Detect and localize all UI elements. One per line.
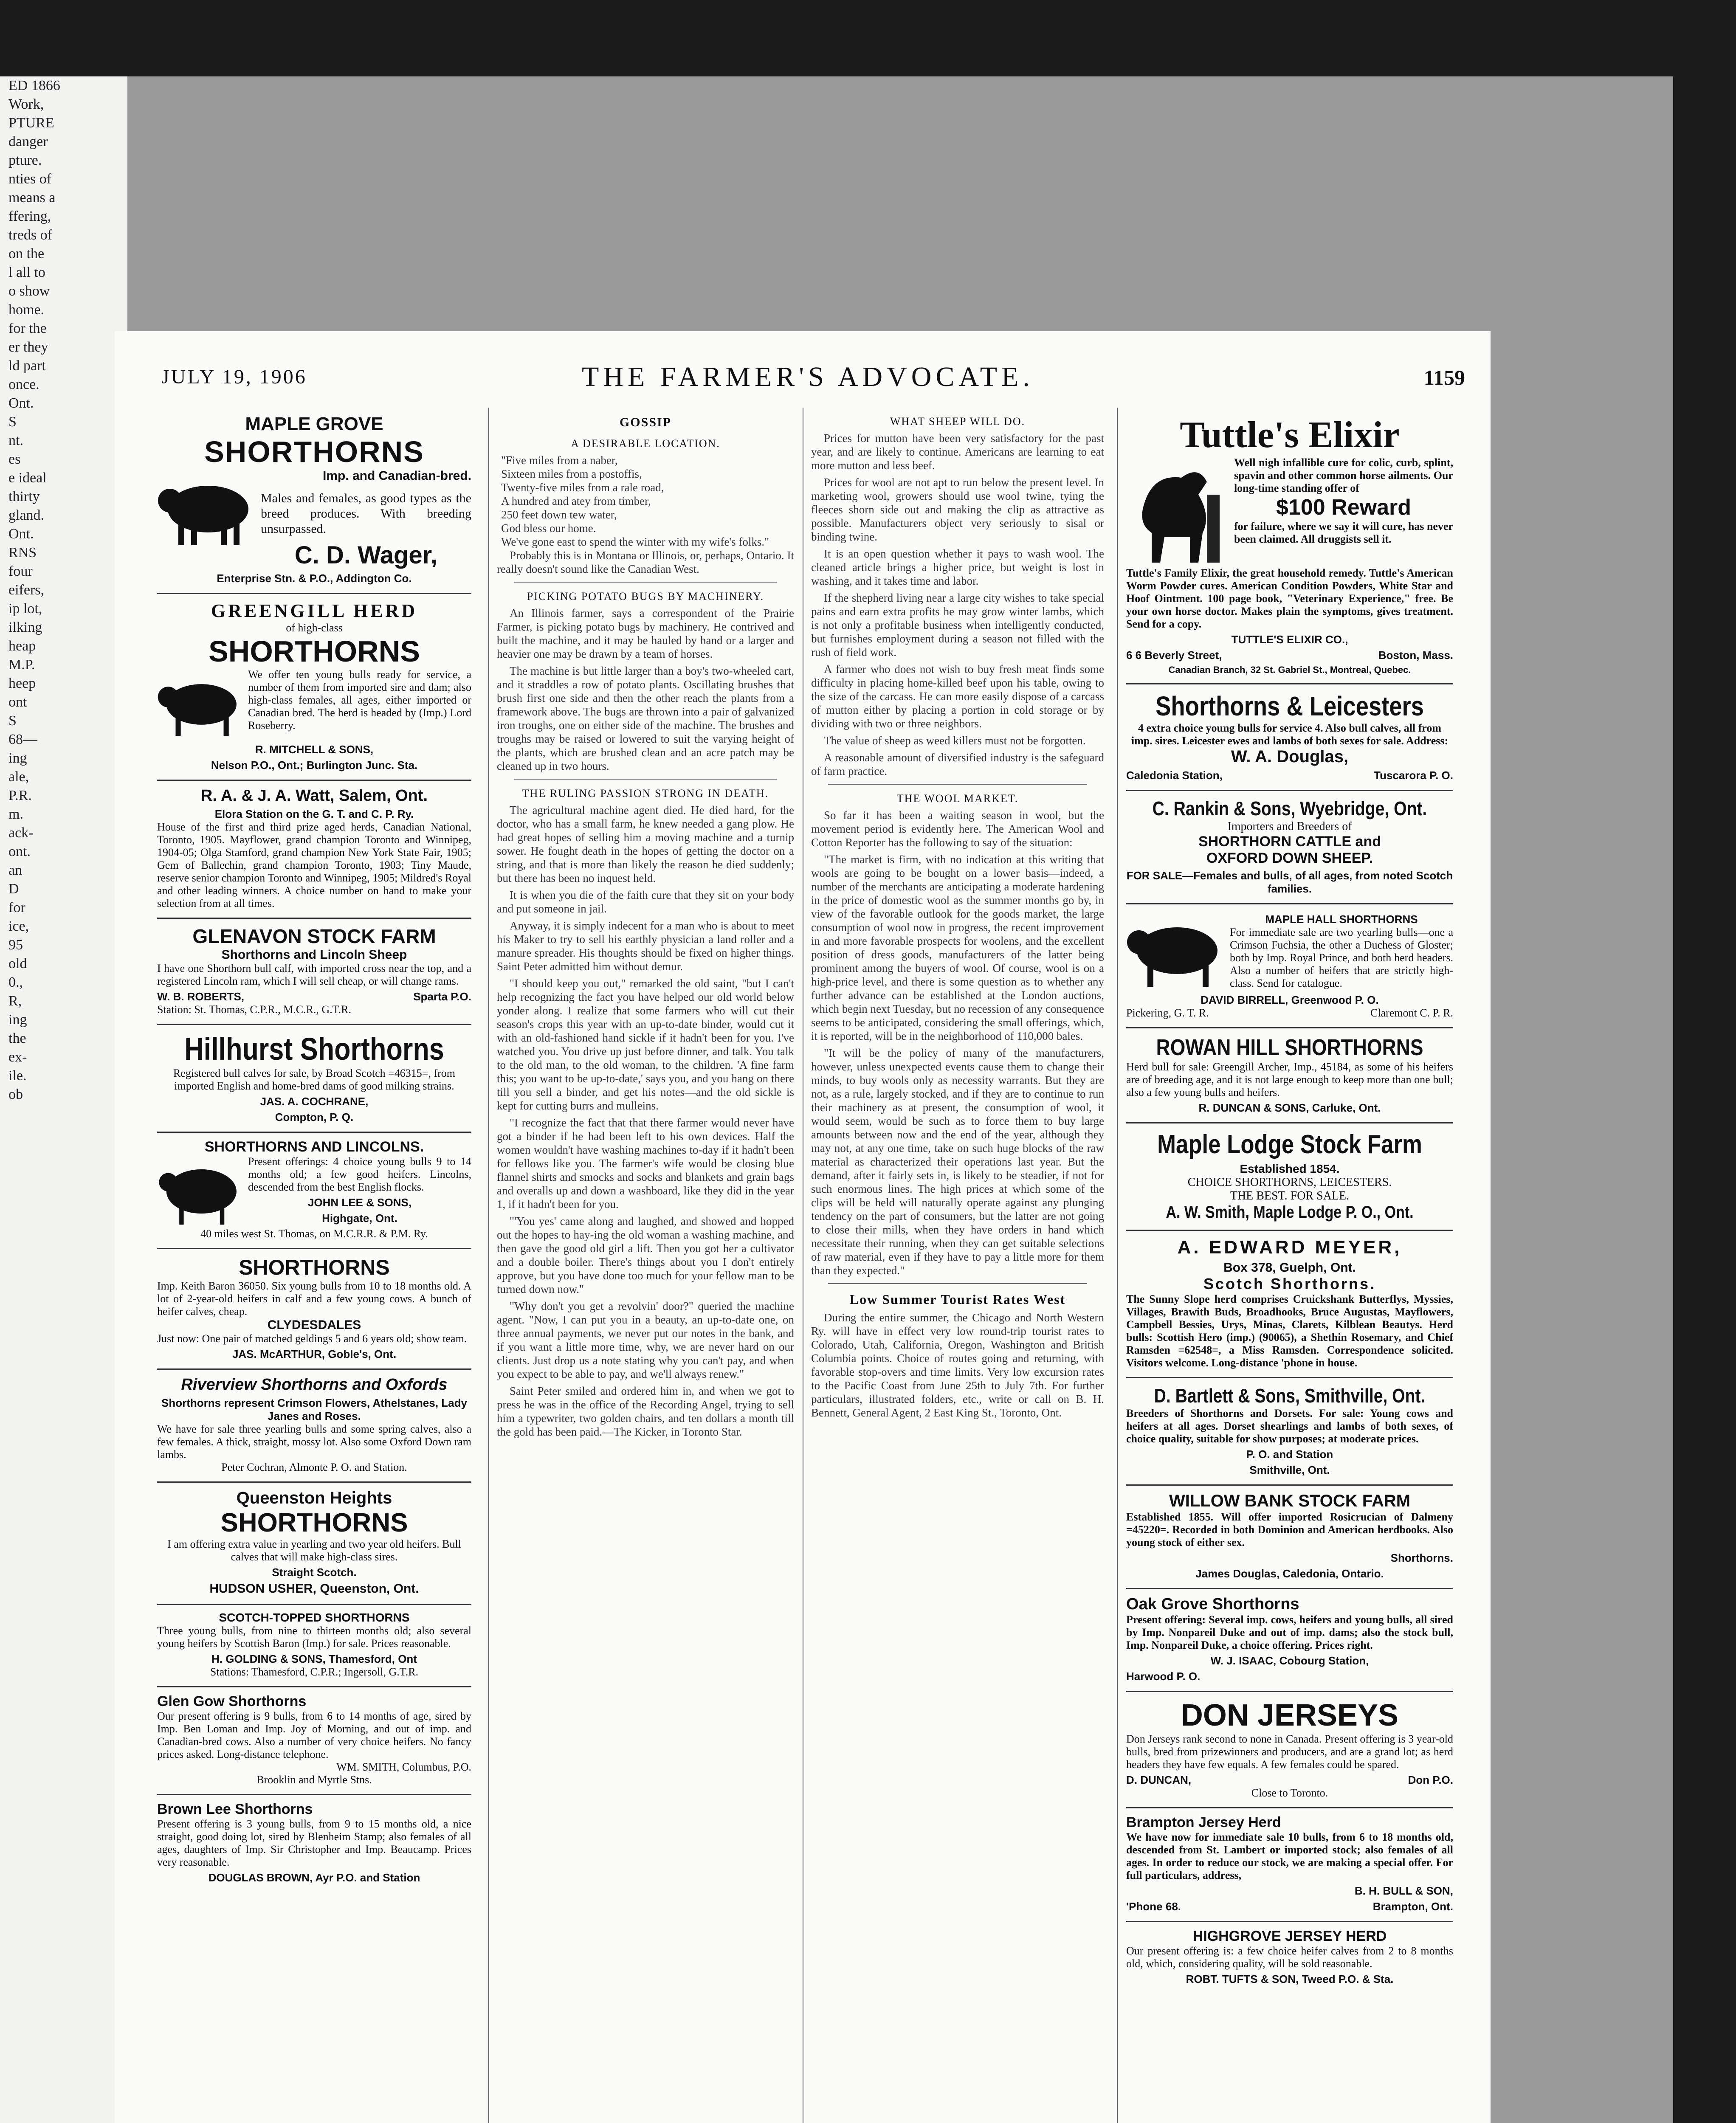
ad-willow-bank [1126,1486,1453,1589]
fragment-line: ing [8,1012,27,1028]
column-1-ads [157,408,471,2123]
ad-po: Don P.O. [1408,1774,1453,1786]
fragment-line: P.R. [8,788,32,803]
ad-station: Station: St. Thomas, C.P.R., M.C.R., G.T.R. [157,1003,352,1016]
ad-text: Don Jerseys rank second to none in Canada. Present offering is 3 year-old bulls, bred from prizewinners and producers, and are a grand lot; as herd headers they have few equals. A few females could be spared. [1126,1733,1453,1771]
ad-title: Tuttle's Elixir [1180,414,1400,456]
ad-po: Sparta P.O. [413,990,471,1003]
fragment-line: ale, [8,769,29,785]
fragment-line: o show [8,283,50,299]
ad-owner: C. D. Wager, [294,541,438,569]
ad-owner: TUTTLE'S ELIXIR CO., [1231,633,1348,646]
fragment-line: er they [8,339,48,355]
article-paragraph: The machine is but little larger than a boy's two-wheeled cart, and it straddles a row of potato plants. Oscillating brushes that brush first one side and then the other reach the plants from a framework above. The bugs are thrown into a pair of galvanized iron troughs, one on either side of the machine. The brushes and troughs may be raised or lowered to suit the varying height of the plants, which are brushed clean and an acre patch may be cleaned up in two hours. [497,664,794,772]
fragment-line: M.P. [8,657,35,673]
ad-text: Herd bull for sale: Greengill Archer, Imp., 45184, as some of his heifers are of breeding age, and it is not large enough to keep more than one bull; also a few young bulls and heifers. [1126,1061,1453,1098]
ad-owner: James Douglas, Caledonia, Ontario. [1195,1567,1384,1580]
previous-page-fragment [0,76,127,2123]
ad-title: Oak Grove Shorthorns [1126,1595,1299,1613]
fragment-line: es [8,451,21,467]
ad-owner: Peter Cochran, Almonte P. O. and Station. [221,1461,407,1473]
masthead-title: THE FARMER'S ADVOCATE. [582,361,1034,392]
ad-breed: SHORTHORNS [204,435,424,468]
ad-owner: JOHN LEE & SONS, [307,1196,412,1209]
ad-title: Maple Lodge Stock Farm [1157,1130,1422,1159]
ad-owner: H. GOLDING & SONS, Thamesford, Ont [211,1653,417,1665]
column-2-gossip [488,408,794,2123]
ad-mcarthur [157,1249,471,1370]
fragment-line: eifers, [8,582,45,598]
ad-text: Our present offering is 9 bulls, from 6 to 14 months of age, sired by Imp. Ben Loman and Imp. Joy of Morning, and out of imp. and Canadian-bred cows. Also a number of very choice heifers. No fancy prices asked. Long-distance telephone. [157,1710,471,1760]
fragment-line: ilking [8,619,42,635]
ad-title-2: Leicesters [1309,691,1424,721]
ad-brown-lee [157,1795,471,1892]
ad-tagline: Imp. and Canadian-bred. [322,469,471,483]
fragment-line: RNS [8,545,37,560]
page-number: 1159 [1423,366,1465,389]
ad-station: Pickering, G. T. R. [1126,1007,1209,1019]
ad-text: Registered bull calves for sale, by Broad Scotch =46315=, from imported English and home-bred dams of good milking strains. [173,1067,455,1092]
ad-text: I have one Shorthorn bull calf, with imported cross near the top, and a registered Lincoln ram, which I will sell cheap, or will change rams. [157,962,471,987]
ad-note: Close to Toronto. [1251,1787,1328,1799]
ad-subtitle: Shorthorns and Lincoln Sheep [221,948,407,962]
ad-title: Brown Lee Shorthorns [157,1801,313,1817]
ad-riverview [157,1370,471,1483]
ad-title: Shorthorns [1155,691,1280,721]
ad-text: Established 1855. Will offer imported Rosicrucian of Dalmeny =45220=. Recorded in both Dominion and American herdbooks. Also young stock of either sex. [1126,1511,1453,1549]
ad-title: HIGHGROVE JERSEY HERD [1192,1928,1387,1944]
ad-title: GREENGILL HERD [211,600,418,621]
article-title: WHAT SHEEP WILL DO. [890,415,1026,428]
article-title: A DESIRABLE LOCATION. [571,437,720,450]
article-paragraph: Prices for wool are not apt to run below the present level. In marketing wool, growers should use wool twine, tying the fleeces shorn side out and making the clip as attractive as possible. Manufacturers object very seriously to sisal or binding twine. [811,476,1104,543]
ad-address-detail: 40 miles west St. Thomas, on M.C.R.R. & P.M. Ry. [200,1228,428,1240]
article-title: THE RULING PASSION STRONG IN DEATH. [522,787,769,800]
bull-illustration-icon [1126,910,1224,991]
ad-text: Our present offering is: a few choice heifer calves from 2 to 8 months old, which, considering quality, will be sold reasonable. [1126,1945,1453,1970]
ad-tuttle [1126,408,1453,684]
ad-text-2: Just now: One pair of matched geldings 5 and 6 years old; show team. [157,1332,467,1345]
ad-text: Three young bulls, from nine to thirteen months old; also several young heifers by Scottish Baron (Imp.) for sale. Prices reasonable. [157,1625,471,1650]
ad-text: Present offering is 3 young bulls, from 9 to 15 months old, a nice straight, good doing lot, sired by Blenheim Stamp; also females of all ages, daughters of Imp. Sir Christopher and Imp. Beaucamp. Prices very reasonable. [157,1818,471,1868]
ad-address: Stations: Thamesford, C.P.R.; Ingersoll, G.T.R. [210,1666,419,1678]
article-paragraph: "The market is firm, with no indication at this writing that wools are going to be bought on a lower basis—indeed, a number of the merchants are anticipating a moderate hardening in the price of domestic wool as the summer months go by, in view of the favorable outlook for the goods market, the large consumption of wool now in progress, the recent improvement in and more favorable prospects for woolens, and the excellent position of dress goods, manufacturers of the latter being prominent among the buyers of wool. Of course, wool is on a high-price level, and there is some question as to whether any further advance can be established at the London auctions, which begin next Tuesday, but no recession of any consequence seems to be anticipated, considering the small offerings, which, it is reported, will be in the neighborhood of 110,000 bales. [811,853,1104,1042]
fragment-line: ice, [8,918,29,934]
ad-owner: DOUGLAS BROWN, Ayr P.O. and Station [208,1871,420,1884]
horse-illustration-icon [1126,456,1228,567]
ad-text: Present offerings: 4 choice young bulls 9 to 14 months old; a few good heifers. Lincolns, descended from the best English flocks. [248,1155,471,1193]
article-paragraph: "It will be the policy of many of the manufacturers, however, unless unexpected events cause them to change their minds, to buy wools only as necessity warrants. But they are not, as a rule, largely stocked, and if they are to continue to run their machinery as at present, the consumption of wool, it would seem, would be such as to force them to buy large amounts between now and the end of the year, although they may not, at any one time, take on such huge blocks of the raw material as characterized their operations last year. But the demand, after it fairly sets in, is likely to be steadier, if not for such enormous lines. The high prices at which some of the clips will be held will naturally operate against any plunging tendency on the part of consumers, but the latter are not going to close their mills, when they have orders in hand which necessitate their running, when they can get suitable selections of raw material, even if they have to pay a little more for them than they expected." [811,1047,1104,1277]
ad-station-2: Claremont C. P. R. [1370,1007,1453,1019]
ad-text: Males and females, as good types as the breed produces. With breeding unsurpassed. [261,491,471,536]
ad-text-2: THE BEST. FOR SALE. [1230,1189,1350,1202]
divider [828,784,1087,785]
cow-illustration-icon [157,668,242,741]
ad-hillhurst [157,1025,471,1133]
fragment-line: on the [8,246,45,262]
article-paragraph: "Why don't you get a revolvin' door?" queried the machine agent. "Now, I can put you in a beauty, an up-to-date one, on three annual payments, we never put our notes in the bank, and if you want a little more time, why, we are never hard on our clients. Just drop us a note stating why you can't pay, and when you expect to be able to pay, and we'll always renew." [497,1300,794,1380]
divider [828,1283,1087,1284]
fragment-line: gland. [8,507,45,523]
ad-text: We offer ten young bulls ready for service, a number of them from imported sire and dam; also high-class females, all ages, either imported or Canadian bred. The herd is headed by (Imp.) Lord Roseberry. [248,668,471,732]
article-paragraph: If the shepherd living near a large city wishes to take special pains and earn extra profits he may grow winter lambs, which is not only a profitable business when intelligently conducted, but furnishes employment during a season not filled with the rush of field work. [811,591,1104,659]
sheep-illustration-icon [157,1155,242,1228]
ad-owner: JAS. McARTHUR, Goble's, Ont. [232,1348,397,1360]
ad-glenavon [157,919,471,1025]
ad-title: R. A. & J. A. Watt, Salem, Ont. [200,787,428,805]
ad-owner: R. MITCHELL & SONS, [255,743,374,756]
ad-address: Nelson P.O., Ont.; Burlington Junc. Sta. [211,759,418,771]
newspaper-page [115,331,1491,2123]
fragment-line: ont [8,694,27,710]
ad-don-jerseys [1126,1692,1453,1808]
fragment-line: ack- [8,825,34,841]
fragment-line: danger [8,134,48,149]
fragment-line: pture. [8,152,42,168]
ad-owner: HUDSON USHER, Queenston, Ont. [209,1582,419,1596]
ad-greengill [157,594,471,781]
article-paragraph: "I recognize the fact that that there farmer would never have got a binder if he had been left to his own devices. Half the women wouldn't have washing machines to-day if it hadn't been for fellows like you. The farmer's wife would be closing blue flannel shirts and smocks and socks and blankets and grain bags and overalls up and down a washboard, like they did in the year 1, if it hadn't been for you. [497,1116,794,1211]
fragment-line: nt. [8,433,23,448]
fragment-line: PTURE [8,115,54,131]
ad-douglas [1126,684,1453,791]
ad-city: Boston, Mass. [1378,649,1453,662]
ad-owner: W. A. Douglas, [1231,747,1349,766]
ad-owner: WM. SMITH, Columbus, P.O. [336,1761,471,1773]
fragment-line: thirty [8,489,40,504]
ad-text: Breeders of Shorthorns and Dorsets. For sale: Young cows and heifers at all ages. Dorset shearlings and lambs of both sexes, of choice quality, suitable for show purposes; at moderate prices. [1126,1407,1453,1445]
ad-maple-grove [157,408,471,594]
ad-text: Imp. Keith Baron 36050. Six young bulls from 10 to 18 months old. A lot of 2-year-old heifers in calf and a few young cows. A bunch of heifer calves, cheap. [157,1280,471,1318]
article-paragraph: A reasonable amount of diversified industry is the safeguard of farm practice. [811,751,1104,777]
article-paragraph: During the entire summer, the Chicago and North Western Ry. will have in effect very low round-trip tourist rates to Colorado, Utah, California, Oregon, Washington and British Columbia points. Choice of routes going and returning, with favorable stop-overs and time limits. Very low excursion rates to the Pacific Coast from June 25th to July 7th. For further particulars, illustrated folders, etc., write or call on B. H. Bennett, General Agent, 2 East King St., Toronto, Ont. [811,1311,1104,1419]
ad-breed: SHORTHORN CATTLE and [1198,833,1381,850]
article-paragraph: Saint Peter smiled and ordered him in, and when we got to press he was in the office of the Recording Angel, trying to sell him a typewriter, two golden chairs, and ten dollars a month till the gold has been paid.—The Kicker, in Toronto Star. [497,1385,794,1438]
ad-breed: SHORTHORNS [209,635,420,668]
ad-title: Queenston Heights [236,1489,392,1507]
ad-text: For immediate sale are two yearling bulls—one a Crimson Fuchsia, the other a Duchess of Gloster; both by Imp. Royal Prince, and both herd headers. Also a number of heifers that are strictly high-class. Send for catalogue. [1230,926,1453,989]
ad-title: Glen Gow Shorthorns [157,1693,307,1709]
article-poem: "Five miles from a naber, Sixteen miles from a postoffis, Twenty-five miles from a rale road, A hundred and atey from timber, 250 feet down tew water, God bless our home. We've gone east to spend the winter with my wife's folks." [501,454,769,548]
fragment-line: ex- [8,1049,27,1065]
ampersand-ornament-icon: & [1286,691,1303,721]
ad-subtitle: Importers and Breeders of [1227,820,1352,833]
article-paragraph: "I should keep you out," remarked the old saint, "but I can't help recognizing the fact you have helped our old world below yonder along. I realize that some farmers who will cut their season's crops this year with an up-to-date binder, would cut it with an old-fashioned hand sickle if it hadn't been for you. I've watched you. You drive up just before dinner, and talk. You talk to the old man, to the old woman, to the children. 'A fine farm this; you want to be up-to-date,' says you, and you hang on there till you sell a binder, and get his notes—and the old sickle is kept for cutting burrs and mulleins. [497,977,794,1112]
article-title: Low Summer Tourist Rates West [849,1292,1066,1307]
ad-po: Harwood P. O. [1126,1670,1201,1683]
ad-established: Established 1854. [1240,1162,1340,1175]
ad-scotch-topped [157,1605,471,1687]
fragment-line: ED 1866 [8,78,60,93]
ad-text: House of the first and third prize aged herds, Canadian National, Toronto, 1905. Mayflower, grand champion Toronto and Winnipeg, 1904-05; Olga Stamford, grand champion New York State Fair, 1905; Gem of Ballechin, grand champion Toronto, 1903; Tiny Maude, reserve senior champion Toronto and Winnipeg, 1905; Mildred's Royal and other leading winners. A choice number on hand to make your selection from at all times. [157,821,471,909]
fragment-line: the [8,1031,26,1046]
article-paragraph: "'You yes' came along and laughed, and showed and hopped out the hopes to hay-ing the old woman a washing machine, and then gave the good old girl a lift. Then you got her a cultivator and a double boiler. There's things about you I don't entirely approve, but you have done too much for your fellow man to be turned down now." [497,1215,794,1295]
ad-title: SHORTHORNS AND LINCOLNS. [204,1139,424,1155]
fragment-line: means a [8,190,56,206]
article-paragraph: An Illinois farmer, says a correspondent of the Prairie Farmer, is picking potato bugs by machinery. He contrived and built the machine, and it may be hauled by hand or a larger and heavier one may be drawn by a team of horses. [497,607,794,660]
ad-address: Highgate, Ont. [322,1212,397,1225]
article-paragraph: It is when you die of the faith cure that they sit on your body and put someone in jail. [497,889,794,915]
fragment-line: ont. [8,844,31,859]
ad-po: P. O. and Station [1246,1448,1333,1461]
ad-phone: 'Phone 68. [1126,1900,1181,1913]
fragment-line: four [8,563,33,579]
ad-title: Hillhurst Shorthorns [184,1031,444,1067]
divider [514,779,777,780]
ad-place: Brampton, Ont. [1372,1900,1453,1913]
ad-breed-2: OXFORD DOWN SHEEP. [1206,850,1373,866]
fragment-line: Work, [8,96,44,112]
article-paragraph: It is an open question whether it pays to wash wool. The cleaned article brings a higher price, but weight is lost in washing, and it takes time and labor. [811,547,1104,587]
ad-breed: Scotch Shorthorns. [1203,1275,1376,1292]
ad-title: MAPLE HALL SHORTHORNS [1265,913,1418,926]
ad-watt [157,781,471,919]
ad-text-3: Tuttle's Family Elixir, the great household remedy. Tuttle's American Worm Powder cures. American Condition Powders, White Star and Hoof Ointment. 100 page book, "Veterinary Experience," free. Be your own horse doctor. Makes plain the symptoms, gives treatment. Send for a copy. [1126,567,1453,630]
ad-rankin [1126,791,1453,904]
fragment-line: once. [8,377,39,392]
fragment-line: 68— [8,732,37,747]
article-paragraph: Probably this is in Montana or Illinois, or, perhaps, Ontario. It really doesn't sound like the Canadian West. [497,549,794,575]
fragment-line: R, [8,993,22,1009]
ad-text: 4 extra choice young bulls for service 4. Also bull calves, all from imp. sires. Leicester ewes and lambs of both sexes for sale. Address: [1131,722,1449,747]
fragment-line: 95 [8,937,23,953]
ad-po: Tuscarora P. O. [1374,769,1453,782]
ad-text: The Sunny Slope herd comprises Cruickshank Butterflys, Myssies, Villages, Brawith Buds, Broadhooks, Bruce Augustas, Mayflowers, Campbell Bessies, Urys, Minas, Clarets, Kilblean Beautys. Herd bulls: Scottish Hero (imp.) (90065), a Shethin Rosemary, and Chief Ramsden =62548=, a Miss Ramsden. Correspondence solicited. Visitors welcome. Long-distance 'phone in house. [1126,1293,1453,1369]
article-paragraph: Anyway, it is simply indecent for a man who is about to meet his Maker to try to sell his earthly physician a land roller and a manure spreader. His thoughts should be fixed on higher things. Saint Peter admitted him without demur. [497,919,794,973]
ad-text: Present offering: Several imp. cows, heifers and young bulls, all sired by Imp. Nonpareil Duke and out of imp. dams; also the stock bull, Imp. Nonpareil Duke, a choice offering. Prices right. [1126,1613,1453,1651]
section-title: GOSSIP [619,415,672,429]
page-header [115,361,1491,395]
fragment-line: e ideal [8,470,47,486]
fragment-line: for [8,900,25,915]
issue-date: JULY 19, 1906 [161,366,307,388]
ad-bartlett [1126,1378,1453,1486]
article-paragraph: So far it has been a waiting season in wool, but the movement period is evidently here. The American Wool and Cotton Reporter has the following to say of the situation: [811,809,1104,849]
ad-branch: Canadian Branch, 32 St. Gabriel St., Montreal, Quebec. [1168,664,1411,675]
ad-glen-gow [157,1687,471,1795]
fragment-line: l all to [8,265,45,280]
fragment-line: ing [8,750,27,766]
article-paragraph: A farmer who does not wish to buy fresh meat finds some difficulty in placing home-killed beef upon his table, owing to the size of the carcass. He can more easily dispose of a carcass of mutton either by placing a portion in cold storage or by dividing with two or three neighbors. [811,663,1104,730]
ad-owner: W. B. ROBERTS, [157,990,245,1003]
ad-text: We have for sale three yearling bulls and some spring calves, also a few females. A thick, straight, mossy lot. Also some Oxford Down ram lambs. [157,1423,471,1461]
fragment-line: home. [8,302,45,318]
ad-meyer [1126,1231,1453,1378]
ad-place: Smithville, Ont. [1249,1464,1330,1476]
fragment-line: an [8,862,23,878]
ad-title: WILLOW BANK STOCK FARM [1169,1492,1411,1510]
divider [514,582,777,583]
ad-address: Brooklin and Myrtle Stns. [256,1774,372,1786]
ad-text: Well nigh infallible cure for colic, curb, splint, spavin and other common horse ailments. Our long-time standing offer of [1234,456,1453,494]
column-4-ads [1117,408,1453,2123]
fragment-line: ld part [8,358,46,374]
ad-text: We have now for immediate sale 10 bulls, from 6 to 18 months old, descended from St. Lambert or imported stock; also females of all ages. In order to reduce our stock, we are making a special offer. For full particulars, address, [1126,1831,1453,1881]
ad-title: D. Bartlett & Sons, Smithville, Ont. [1154,1385,1426,1407]
ad-subtitle: Shorthorns represent Crimson Flowers, Athelstanes, Lady Janes and Roses. [161,1397,467,1422]
fragment-line: S [8,414,17,430]
ad-text: CHOICE SHORTHORNS, LEICESTERS. [1187,1176,1392,1189]
fragment-line: m. [8,806,23,822]
ad-title: GLENAVON STOCK FARM [192,925,436,947]
fragment-line: heap [8,638,36,654]
ad-owner: JAS. A. COCHRANE, [260,1095,369,1108]
fragment-line: treds of [8,227,52,243]
ad-address: Box 378, Guelph, Ont. [1223,1261,1356,1275]
ad-title: SHORTHORNS [239,1256,390,1279]
ad-oak-grove [1126,1589,1453,1692]
ad-title: DON JERSEYS [1181,1698,1399,1732]
ad-maple-hall [1126,904,1453,1028]
ad-title: ROWAN HILL SHORTHORNS [1156,1035,1423,1060]
ad-station: Caledonia Station, [1126,769,1223,782]
ad-reward: $100 Reward [1276,495,1411,520]
fragment-line: Ont. [8,526,34,542]
article-paragraph: The agricultural machine agent died. He died hard, for the doctor, who has a small farm, he knew needed a gang plow. He had great hopes of selling him a moving machine and a turnip sower. He fought death in the hopes of getting the doctor on a string, and that is more than likely the reason he died suddenly; but there has been no inquest held. [497,804,794,884]
ad-breed: Shorthorns. [1390,1551,1453,1564]
ad-owner: R. DUNCAN & SONS, Carluke, Ont. [1198,1101,1381,1114]
ad-subtitle: of high-class [286,622,343,634]
article-paragraph: The value of sheep as weed killers must not be forgotten. [824,734,1086,747]
ad-text: I am offering extra value in yearling and two year old heifers. Bull calves that will make high-class sires. [167,1538,461,1563]
ad-title: A. EDWARD MEYER, [1177,1237,1402,1258]
article-title: PICKING POTATO BUGS BY MACHINERY. [527,590,764,603]
ad-text-2: for failure, where we say it will cure, has never been claimed. All druggists sell it. [1234,520,1453,545]
fragment-line: ip lot, [8,601,42,617]
ad-owner: B. H. BULL & SON, [1354,1884,1453,1897]
ad-owner: D. DUNCAN, [1126,1774,1192,1786]
fragment-line: for the [8,321,47,336]
ad-title: MAPLE GROVE [245,414,383,434]
article-paragraph: Prices for mutton have been very satisfactory for the past year, and are likely to continue. Americans are learning to eat more mutton and less beef. [811,432,1104,472]
ad-owner: W. J. ISAAC, Cobourg Station, [1210,1654,1369,1667]
fragment-line: Ont. [8,395,34,411]
ad-maple-lodge [1126,1123,1453,1231]
ad-brampton [1126,1808,1453,1922]
ad-queenston [157,1483,471,1605]
column-3-articles [803,408,1104,2123]
ad-title: SCOTCH-TOPPED SHORTHORNS [219,1611,410,1624]
ad-subtitle: Straight Scotch. [272,1566,357,1579]
fragment-line: nties of [8,171,52,187]
ad-title: Riverview Shorthorns and Oxfords [181,1376,448,1394]
fragment-line: S [8,713,17,729]
fragment-line: heep [8,676,36,691]
ad-address: Enterprise Stn. & P.O., Addington Co. [217,572,412,585]
fragment-line: ffering, [8,208,51,224]
ad-address: Compton, P. Q. [275,1111,354,1123]
fragment-line: ob [8,1087,23,1102]
article-title: THE WOOL MARKET. [896,792,1019,805]
ad-lincolns [157,1133,471,1249]
ad-rowan-hill [1126,1028,1453,1123]
ad-subtitle: CLYDESDALES [267,1318,361,1332]
ad-owner: ROBT. TUFTS & SON, Tweed P.O. & Sta. [1186,1973,1394,1985]
ad-subtitle: Elora Station on the G. T. and C. P. Ry. [214,808,414,820]
bull-illustration-icon [157,469,255,549]
ad-highgrove [1126,1922,1453,1993]
fragment-line: 0., [8,974,23,990]
fragment-line: D [8,881,19,897]
ad-title: Brampton Jersey Herd [1126,1814,1281,1830]
ad-title: C. Rankin & Sons, Wyebridge, Ont. [1152,797,1427,819]
fragment-line: old [8,956,27,971]
fragment-line: ile. [8,1068,27,1084]
ad-owner: DAVID BIRRELL, Greenwood P. O. [1201,994,1379,1006]
ad-text: FOR SALE—Females and bulls, of all ages, from noted Scotch families. [1126,869,1453,895]
ad-breed: SHORTHORNS [220,1508,408,1537]
ad-address: 6 6 Beverly Street, [1126,649,1222,662]
ad-owner: A. W. Smith, Maple Lodge P. O., Ont. [1166,1203,1414,1222]
